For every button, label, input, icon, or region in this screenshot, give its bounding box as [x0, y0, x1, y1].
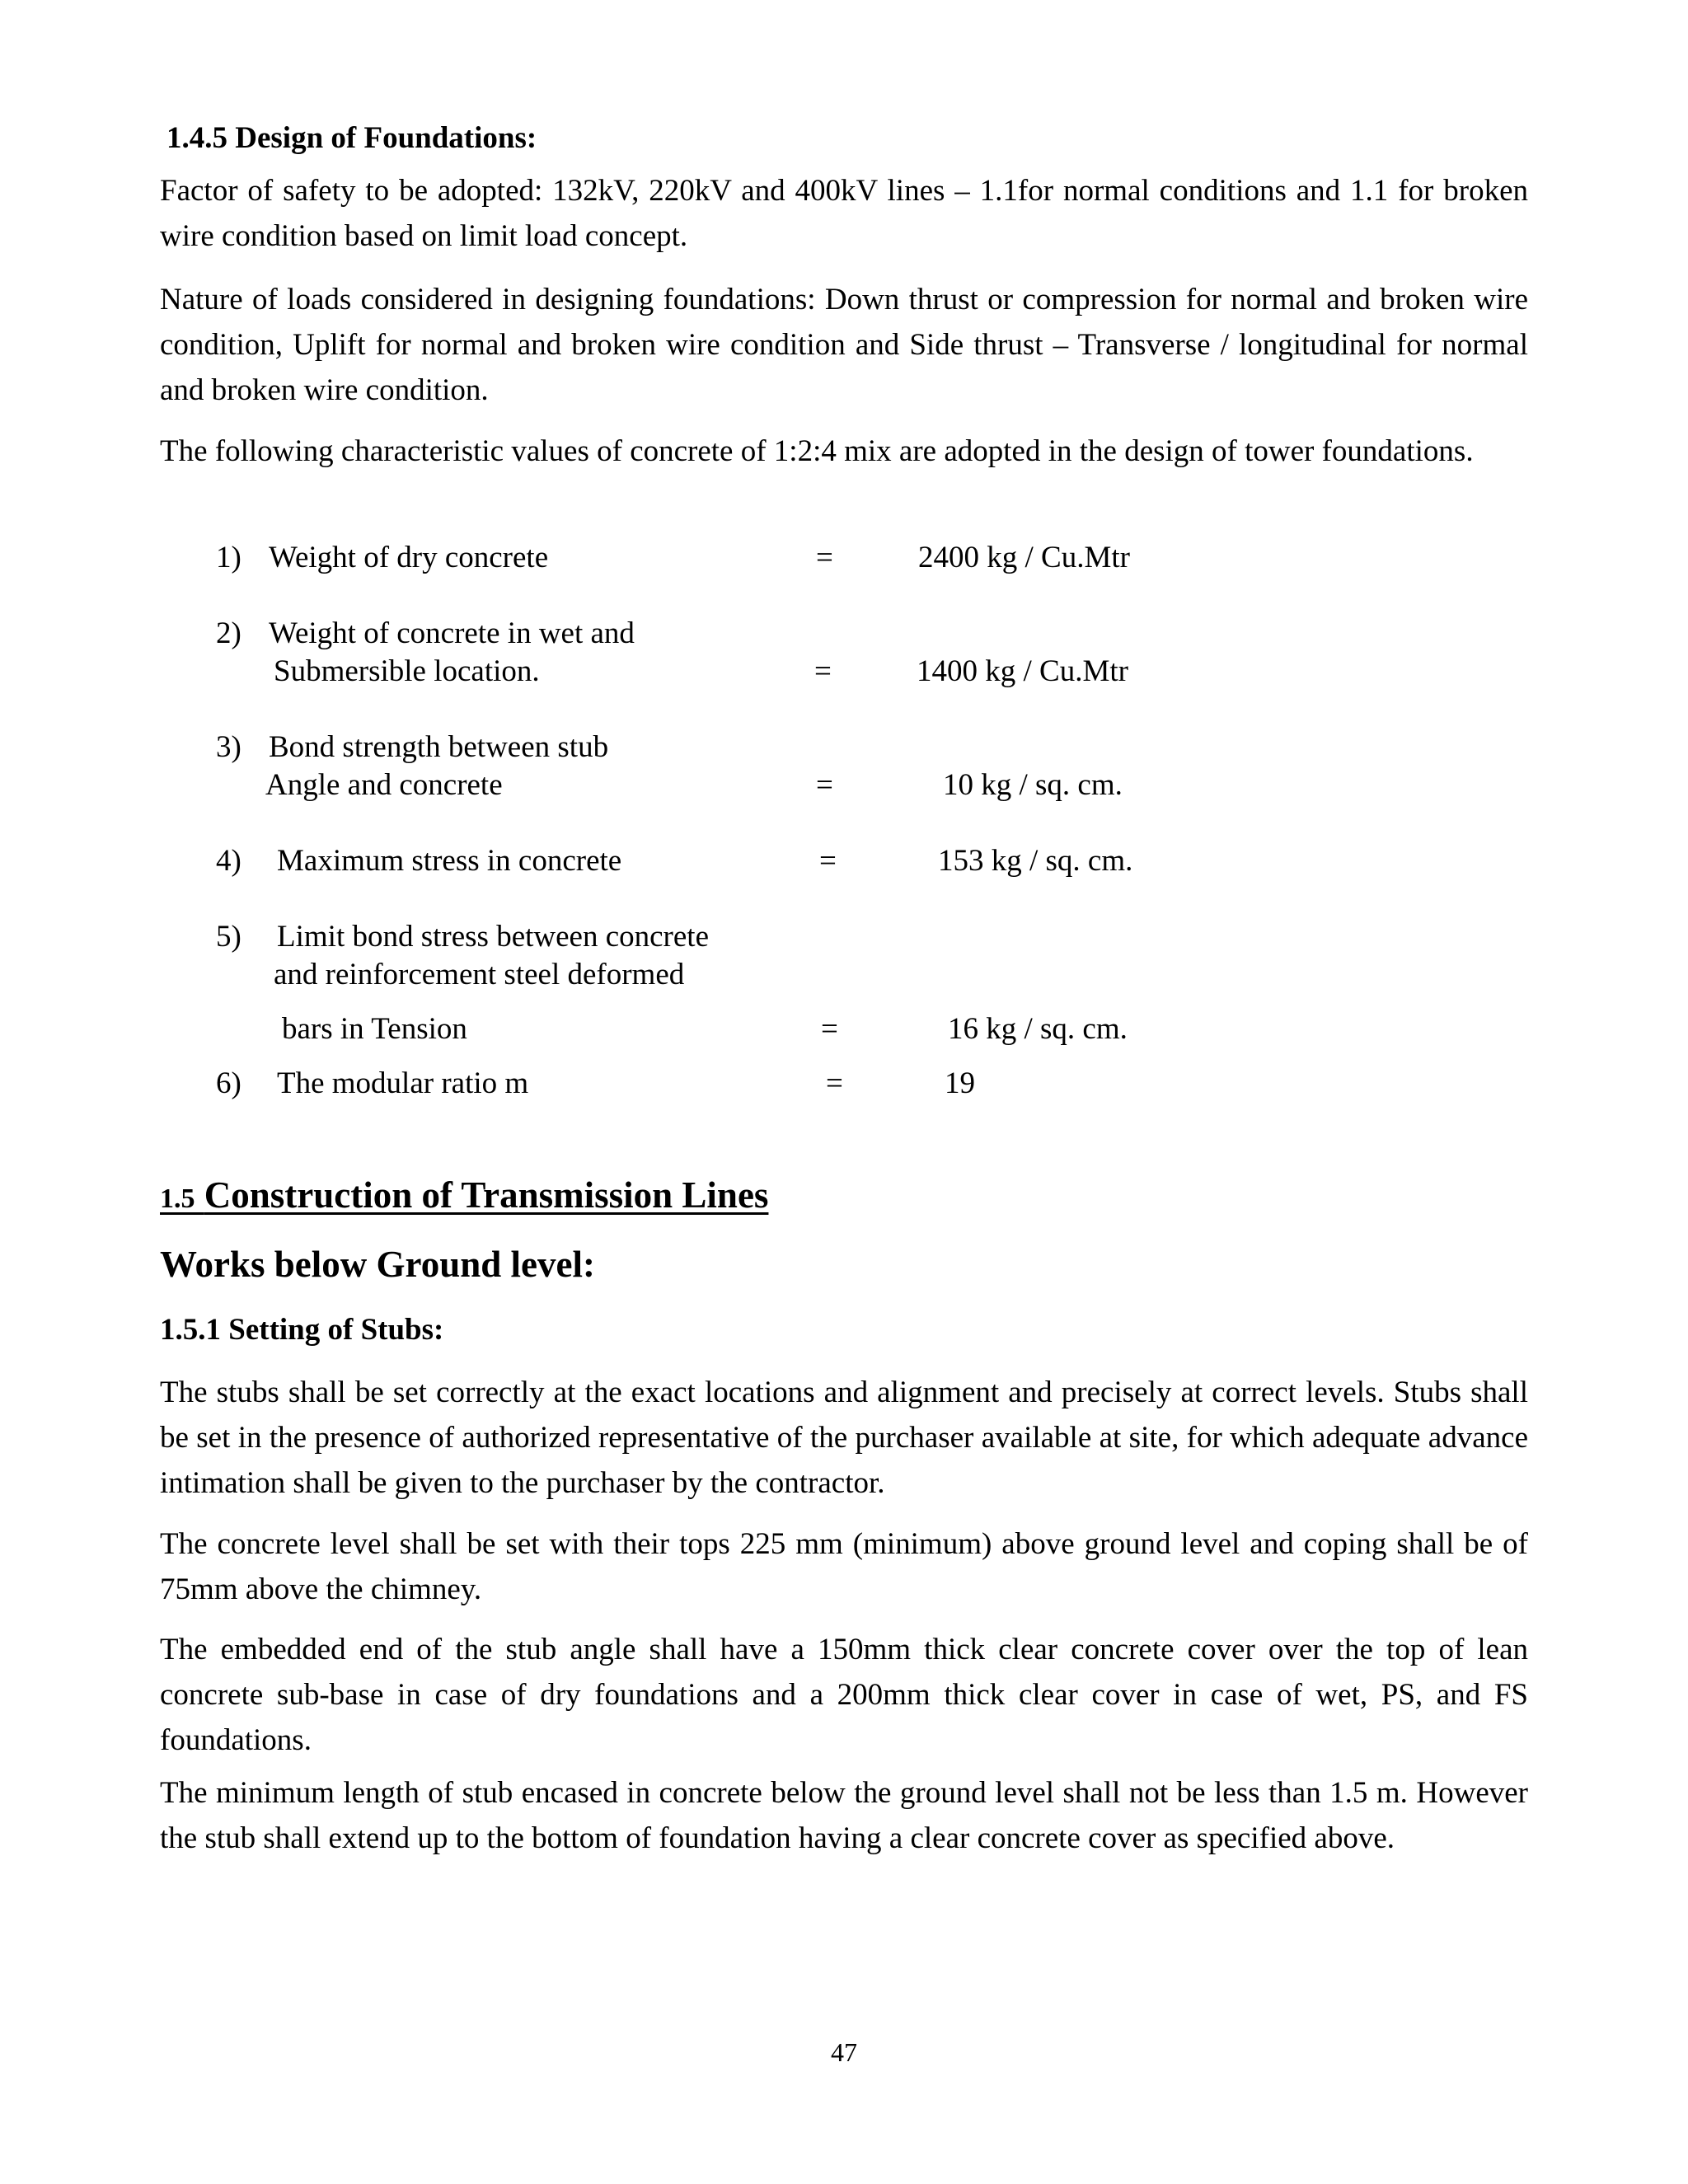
list-item-value: 1400 kg / Cu.Mtr [917, 654, 1128, 688]
list-item-label: Angle and concrete [265, 768, 503, 802]
paragraph-concrete-level: The concrete level shall be set with their tops 225 mm (minimum) above ground level and coping shall be of 75mm above the chimney. [160, 1527, 1528, 1606]
list-item-label: Weight of concrete in wet and [269, 616, 635, 650]
paragraph-factor-of-safety: Factor of safety to be adopted: 132kV, 220kV and 400kV lines – 1.1for normal conditions and 1.1 for broken wire condition based on limit load concept. [160, 174, 1528, 253]
list-item-value: 153 kg / sq. cm. [938, 844, 1133, 878]
equals-sign: = [821, 1012, 838, 1046]
list-item-label: Submersible location. [274, 654, 540, 688]
list-item-label: The modular ratio m [277, 1066, 529, 1100]
list-item-number: 4) [216, 844, 241, 878]
list-item-label: Maximum stress in concrete [277, 844, 622, 878]
paragraph-stub-setting: The stubs shall be set correctly at the exact locations and alignment and precisely at correct levels. Stubs shall be set in the presence of authorized representative of the purchaser available at site, for which adequate advance intimation shall be given to the purchaser by the contractor. [160, 1376, 1528, 1500]
list-item-number: 5) [216, 920, 241, 954]
list-item-number: 1) [216, 541, 241, 574]
paragraph-nature-of-loads: Nature of loads considered in designing foundations: Down thrust or compression for normal and broken wire condition, Uplift for normal and broken wire condition and Side thrust – Transverse / longitudinal for normal and broken wire condition. [160, 283, 1528, 407]
list-item-value: 10 kg / sq. cm. [943, 768, 1123, 802]
paragraph-characteristic-values: The following characteristic values of concrete of 1:2:4 mix are adopted in the design of tower foundations. [160, 434, 1474, 468]
equals-sign: = [816, 768, 833, 802]
list-item-value: 16 kg / sq. cm. [948, 1012, 1128, 1046]
equals-sign: = [826, 1066, 843, 1100]
equals-sign: = [814, 654, 832, 688]
section-title: Construction of Transmission Lines [204, 1174, 769, 1216]
list-item-label: Limit bond stress between concrete [277, 920, 709, 954]
list-item-value: 19 [945, 1066, 975, 1100]
paragraph-minimum-length: The minimum length of stub encased in concrete below the ground level shall not be less than 1.5 m. However the stub shall extend up to the bottom of foundation having a clear concrete cover as specified above. [160, 1776, 1528, 1855]
list-item-label: and reinforcement steel deformed [274, 958, 685, 991]
list-item-number: 2) [216, 616, 241, 650]
list-item-value: 2400 kg / Cu.Mtr [918, 541, 1130, 574]
section-heading-1-4-5: 1.4.5 Design of Foundations: [166, 121, 537, 155]
list-item-number: 6) [216, 1066, 241, 1100]
equals-sign: = [819, 844, 837, 878]
section-subtitle: Works below Ground level: [160, 1244, 595, 1285]
list-item-label: bars in Tension [282, 1012, 467, 1046]
paragraph-embedded-end: The embedded end of the stub angle shall have a 150mm thick clear concrete cover over the top of lean concrete sub-base in case of dry foundations and a 200mm thick clear cover in case of wet, PS, and FS foundations. [160, 1633, 1528, 1757]
list-item-label: Bond strength between stub [269, 730, 609, 764]
section-heading-1-5 [160, 1174, 768, 1216]
equals-sign: = [816, 541, 833, 574]
page-number: 47 [831, 2037, 857, 2067]
section-number: 1.5 [160, 1183, 195, 1214]
list-item-label: Weight of dry concrete [269, 541, 549, 574]
list-item-number: 3) [216, 730, 241, 764]
sub-heading-1-5-1: 1.5.1 Setting of Stubs: [160, 1313, 444, 1347]
